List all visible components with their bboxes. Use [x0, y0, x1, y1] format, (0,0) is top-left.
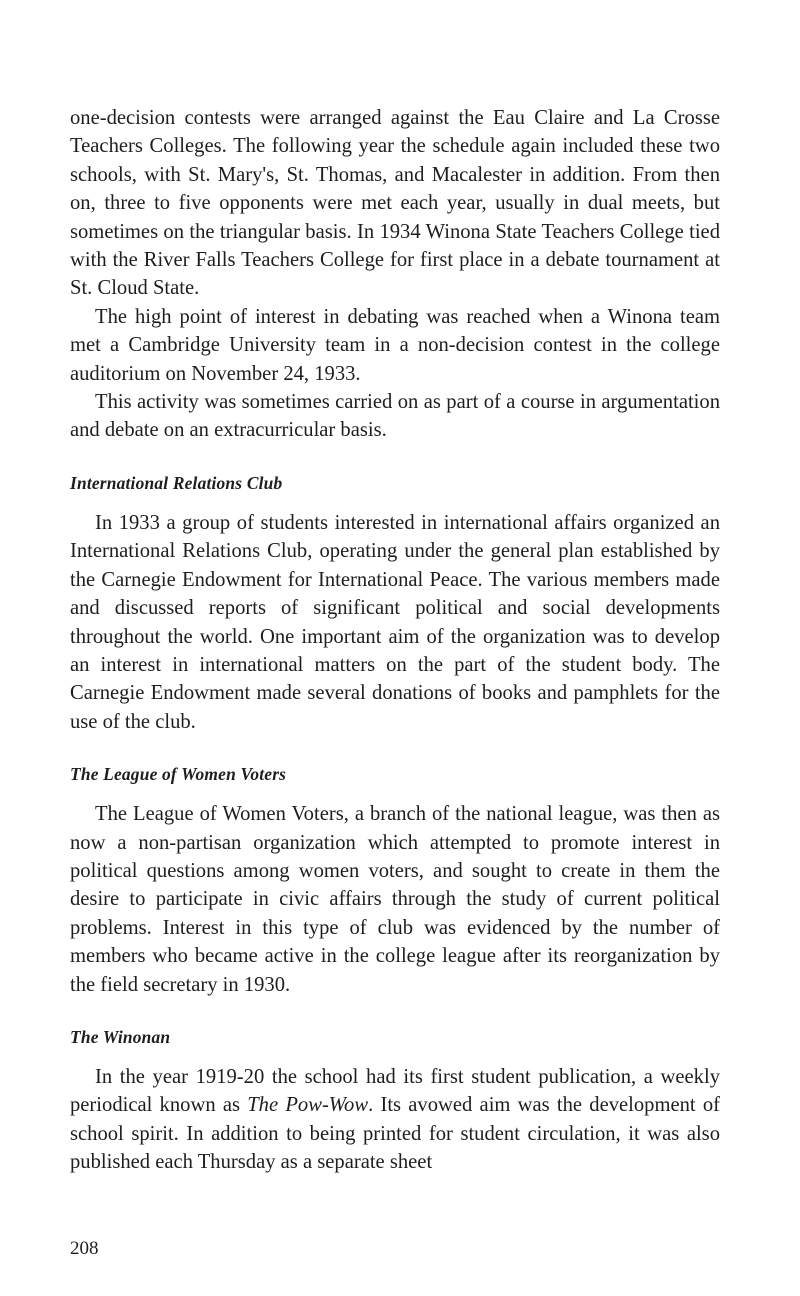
paragraph-league-of-women-voters: The League of Women Voters, a branch of the national league, was then as now a non-partisan organization which attempted to promote interest in political questions among women voters, and sought to create in them the desire to participate in civic affairs through the study of current political problems. Interest in this type of club was evidenced by the number of members who became active in the college league after its reorganization by the field secretary in 1930. — [70, 803, 720, 996]
winonan-text-after: . Its avowed aim was the development of school spirit. In addition to being printed for student circulation, it was also published each Thursday as a separate sheet — [70, 1094, 721, 1174]
paragraph-international-relations-club: In 1933 a group of students interested in international affairs organized an International Relations Club, operating under the general plan established by the Carnegie Endowment for International Peace. The various members made and discussed reports of significant political and social developments throughout the world. One important aim of the organization was to develop an interest in international matters on the part of the student body. The Carnegie Endowment made several donations of books and pamphlets for the use of the club. — [70, 511, 720, 733]
document-page — [70, 104, 720, 1177]
paragraph-debate-course: This activity was sometimes carried on as part of a course in argumentation and debate on an extracurricular basis. — [70, 391, 720, 442]
paragraph-the-winonan — [70, 1063, 720, 1177]
paragraph-debate-contests: one-decision contests were arranged against the Eau Claire and La Crosse Teachers Colleges. The following year the schedule again included these two schools, with St. Mary's, St. Thomas, and Macalester in addition. From then on, three to five opponents were met each year, usually in dual meets, but sometimes on the triangular basis. In 1934 Winona State Teachers College tied with the River Falls Teachers College for first place in a debate tournament at St. Cloud State. — [70, 107, 720, 300]
paragraph-cambridge-debate: The high point of interest in debating was reached when a Winona team met a Cambridge University team in a non-decision contest in the college auditorium on November 24, 1933. — [70, 305, 720, 385]
page-number: 208 — [70, 1238, 99, 1259]
winonan-text-before: In the year 1919-20 the school had its first student publication, a weekly periodical known as — [70, 1065, 720, 1117]
publication-title-pow-wow: The Pow-Wow — [247, 1094, 369, 1117]
heading-international-relations-club: International Relations Club — [70, 472, 283, 493]
heading-league-of-women-voters: The League of Women Voters — [70, 764, 287, 785]
heading-the-winonan: The Winonan — [70, 1026, 171, 1047]
